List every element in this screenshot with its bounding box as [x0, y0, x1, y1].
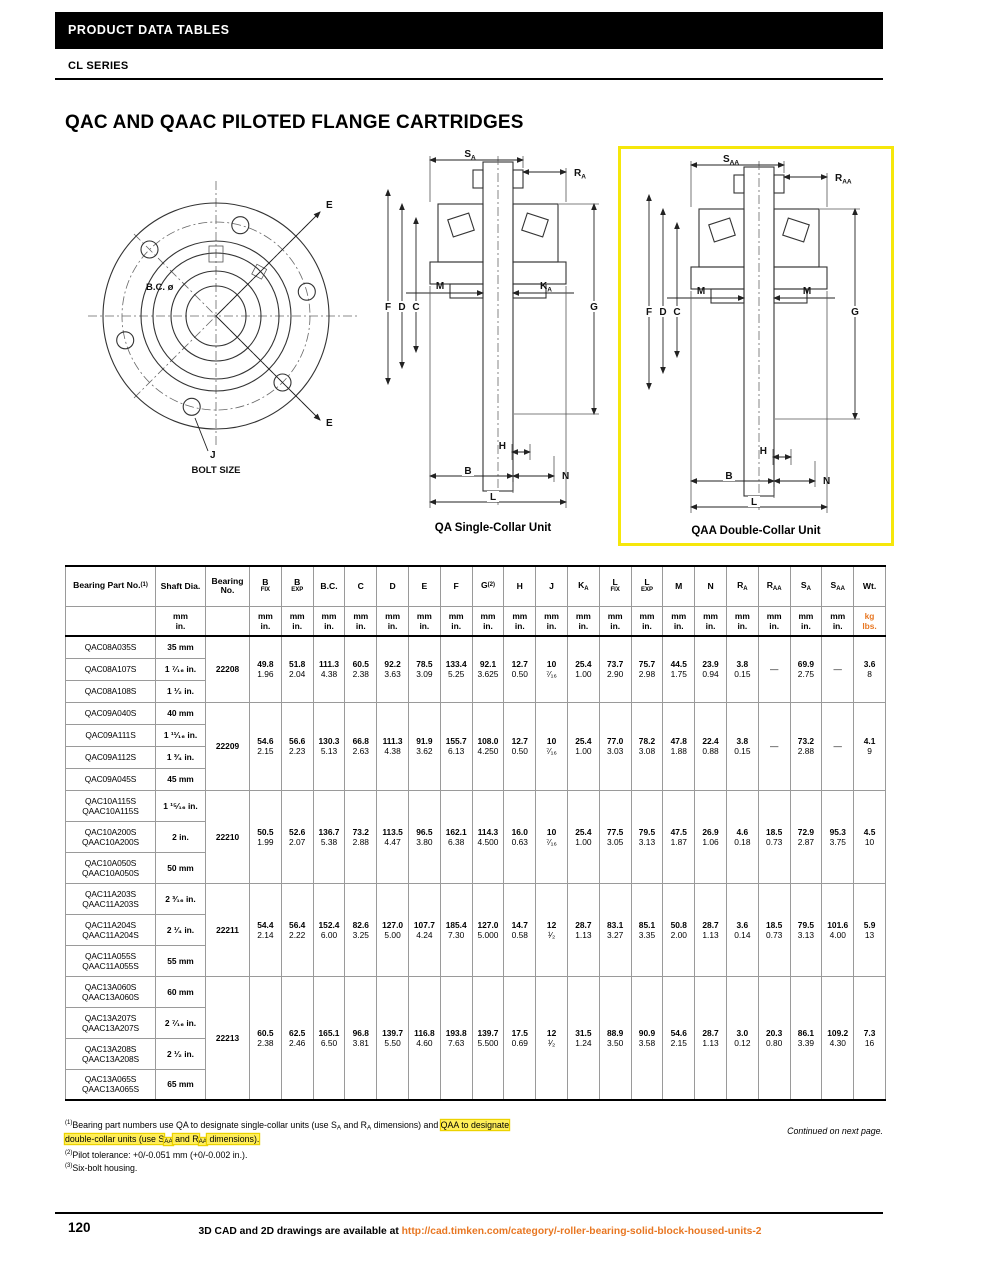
- value-cell-f: 185.4 7.30: [440, 883, 472, 976]
- units-b-exp: mm in.: [281, 606, 313, 636]
- shaft-dia-cell: 50 mm: [156, 852, 206, 883]
- col-header-ka: $K_A$: [567, 566, 599, 606]
- units-ra: mm in.: [726, 606, 758, 636]
- dim-label-n: N: [562, 471, 570, 482]
- shaft-dia-cell: 60 mm: [156, 976, 206, 1007]
- part-number-cell: QAC10A115S QAAC10A115S: [66, 790, 156, 821]
- value-cell-raa: 18.5 0.73: [758, 883, 790, 976]
- col-header-sa: $S_A$: [790, 566, 822, 606]
- footnote: $^{(1)}$Bearing part numbers use QA to designate single-collar units (use SA and RA dimensions) and QAA to designate double-collar units (use SAA and RAA dimensions).: [65, 1119, 510, 1146]
- continued-note: Continued on next page.: [787, 1126, 883, 1136]
- bearing-no-cell: 22208: [206, 636, 250, 702]
- value-cell-m: 54.6 2.15: [663, 976, 695, 1100]
- dim-label-saa: $S_{AA}$: [722, 154, 740, 167]
- value-cell-f: 193.8 7.63: [440, 976, 472, 1100]
- value-cell-f: 162.1 6.38: [440, 790, 472, 883]
- units-h: mm in.: [504, 606, 536, 636]
- shaft-dia-cell: 2 ¹⁄₄ in.: [156, 914, 206, 945]
- value-cell-n: 28.7 1.13: [695, 883, 727, 976]
- value-cell-b-exp: 51.8 2.04: [281, 636, 313, 702]
- col-header-bc: B.C.: [313, 566, 345, 606]
- value-cell-e: 78.5 3.09: [408, 636, 440, 702]
- col-header-wt: Wt.: [854, 566, 886, 606]
- qaa-section-diagram: [639, 151, 869, 523]
- value-cell-sa: 86.1 3.39: [790, 976, 822, 1100]
- units-n: mm in.: [695, 606, 727, 636]
- value-cell-ka: 31.5 1.24: [567, 976, 599, 1100]
- page-number: 120: [68, 1220, 91, 1235]
- dim-label-ra: $R_A$: [574, 168, 586, 181]
- value-cell-f: 133.4 5.25: [440, 636, 472, 702]
- qa-caption: QA Single-Collar Unit: [434, 522, 552, 534]
- col-header-b-exp: B EXP: [281, 566, 313, 606]
- value-cell-ka: 25.4 1.00: [567, 790, 599, 883]
- bearing-no-cell: 22213: [206, 976, 250, 1100]
- units-g: mm in.: [472, 606, 504, 636]
- dim-label-m1: M: [696, 286, 706, 297]
- part-number-cell: QAC13A208S QAAC13A208S: [66, 1038, 156, 1069]
- value-cell-l-exp: 79.5 3.13: [631, 790, 663, 883]
- units-part: [66, 606, 156, 636]
- value-cell-e: 116.8 4.60: [408, 976, 440, 1100]
- dim-label-d: D: [398, 302, 406, 313]
- value-cell-h: 17.5 0.69: [504, 976, 536, 1100]
- value-cell-sa: 72.9 2.87: [790, 790, 822, 883]
- qaa-highlight-box: [618, 146, 894, 546]
- value-cell-sa: 69.9 2.75: [790, 636, 822, 702]
- value-cell-saa: 95.3 3.75: [822, 790, 854, 883]
- part-number-cell: QAC11A055S QAAC11A055S: [66, 945, 156, 976]
- value-cell-saa: —: [822, 636, 854, 702]
- value-cell-wt: 4.5 10: [854, 790, 886, 883]
- value-cell-h: 12.7 0.50: [504, 636, 536, 702]
- value-cell-raa: —: [758, 636, 790, 702]
- value-cell-l-fix: 88.9 3.50: [599, 976, 631, 1100]
- value-cell-ka: 25.4 1.00: [567, 702, 599, 790]
- value-cell-ka: 25.4 1.00: [567, 636, 599, 702]
- dim-label-h: H: [498, 441, 506, 452]
- banner-title: PRODUCT DATA TABLES: [68, 23, 230, 37]
- value-cell-e: 96.5 3.80: [408, 790, 440, 883]
- dim-label-d: D: [659, 307, 667, 318]
- dim-label-b: B: [464, 466, 472, 477]
- value-cell-j: 10 ⁷⁄₁₆: [536, 790, 568, 883]
- value-cell-l-fix: 83.1 3.27: [599, 883, 631, 976]
- part-number-cell: QAC08A107S: [66, 658, 156, 680]
- value-cell-bc: 165.1 6.50: [313, 976, 345, 1100]
- value-cell-saa: 109.2 4.30: [822, 976, 854, 1100]
- value-cell-m: 50.8 2.00: [663, 883, 695, 976]
- units-d: mm in.: [377, 606, 409, 636]
- dim-label-b: B: [725, 471, 733, 482]
- bearing-no-cell: 22210: [206, 790, 250, 883]
- shaft-dia-cell: 1 ¹⁵⁄₁₆ in.: [156, 790, 206, 821]
- value-cell-raa: 18.5 0.73: [758, 790, 790, 883]
- shaft-dia-cell: 1 ¹⁄₂ in.: [156, 680, 206, 702]
- value-cell-d: 127.0 5.00: [377, 883, 409, 976]
- col-header-ra: $R_A$: [726, 566, 758, 606]
- value-cell-c: 66.8 2.63: [345, 702, 377, 790]
- value-cell-bc: 136.7 5.38: [313, 790, 345, 883]
- value-cell-n: 23.9 0.94: [695, 636, 727, 702]
- value-cell-m: 44.5 1.75: [663, 636, 695, 702]
- value-cell-h: 12.7 0.50: [504, 702, 536, 790]
- dim-label-m2: M: [802, 286, 812, 297]
- value-cell-b-fix: 60.5 2.38: [250, 976, 282, 1100]
- units-f: mm in.: [440, 606, 472, 636]
- value-cell-saa: 101.6 4.00: [822, 883, 854, 976]
- value-cell-b-fix: 49.8 1.96: [250, 636, 282, 702]
- shaft-dia-cell: 1 ⁷⁄₁₆ in.: [156, 658, 206, 680]
- col-header-l-exp: L EXP: [631, 566, 663, 606]
- page-title: QAC AND QAAC PILOTED FLANGE CARTRIDGES: [65, 112, 524, 133]
- front-view-diagram: [68, 146, 370, 496]
- value-cell-b-fix: 54.4 2.14: [250, 883, 282, 976]
- shaft-dia-cell: 55 mm: [156, 945, 206, 976]
- value-cell-ra: 4.6 0.18: [726, 790, 758, 883]
- value-cell-b-exp: 52.6 2.07: [281, 790, 313, 883]
- value-cell-l-fix: 73.7 2.90: [599, 636, 631, 702]
- value-cell-sa: 73.2 2.88: [790, 702, 822, 790]
- value-cell-j: 10 ⁷⁄₁₆: [536, 702, 568, 790]
- shaft-dia-cell: 35 mm: [156, 636, 206, 658]
- part-number-cell: QAC09A045S: [66, 768, 156, 790]
- footnote: $^{(3)}$Six-bolt housing.: [65, 1163, 138, 1174]
- footnote: $^{(2)}$Pilot tolerance: +0/-0.051 mm (+0/-0.002 in.).: [65, 1149, 248, 1160]
- col-header-b-fix: B FIX: [250, 566, 282, 606]
- part-number-cell: QAC08A108S: [66, 680, 156, 702]
- units-e: mm in.: [408, 606, 440, 636]
- bolt-circle-label: B.C. ø: [146, 282, 174, 293]
- units-l-exp: mm in.: [631, 606, 663, 636]
- product-data-table: [65, 565, 886, 1101]
- value-cell-n: 26.9 1.06: [695, 790, 727, 883]
- qaa-caption: QAA Double-Collar Unit: [691, 525, 821, 537]
- units-ka: mm in.: [567, 606, 599, 636]
- col-header-saa: $S_{AA}$: [822, 566, 854, 606]
- dim-label-f: F: [384, 302, 392, 313]
- value-cell-wt: 7.3 16: [854, 976, 886, 1100]
- value-cell-ra: 3.8 0.15: [726, 702, 758, 790]
- value-cell-g: 127.0 5.000: [472, 883, 504, 976]
- banner: [55, 12, 883, 49]
- footnotes: [65, 1118, 685, 1175]
- dim-label-raa: $R_{AA}$: [835, 173, 852, 186]
- part-number-cell: QAC09A040S: [66, 702, 156, 724]
- value-cell-j: 10 ⁷⁄₁₆: [536, 636, 568, 702]
- value-cell-d: 139.7 5.50: [377, 976, 409, 1100]
- bearing-no-cell: 22211: [206, 883, 250, 976]
- value-cell-ra: 3.8 0.15: [726, 636, 758, 702]
- part-number-cell: QAC13A060S QAAC13A060S: [66, 976, 156, 1007]
- value-cell-l-exp: 78.2 3.08: [631, 702, 663, 790]
- value-cell-f: 155.7 6.13: [440, 702, 472, 790]
- col-header-j: J: [536, 566, 568, 606]
- shaft-dia-cell: 45 mm: [156, 768, 206, 790]
- shaft-dia-cell: 1 ¹¹⁄₁₆ in.: [156, 724, 206, 746]
- value-cell-g: 92.1 3.625: [472, 636, 504, 702]
- dim-label-g: G: [590, 302, 598, 313]
- dim-label-ka: $K_A$: [540, 281, 552, 294]
- value-cell-raa: —: [758, 702, 790, 790]
- shaft-dia-cell: 2 ³⁄₁₆ in.: [156, 883, 206, 914]
- value-cell-e: 107.7 4.24: [408, 883, 440, 976]
- footer-note: [120, 1226, 840, 1237]
- series-label: CL SERIES: [68, 60, 129, 72]
- value-cell-wt: 3.6 8: [854, 636, 886, 702]
- col-header-d: D: [377, 566, 409, 606]
- part-number-cell: QAC13A207S QAAC13A207S: [66, 1007, 156, 1038]
- units-raa: mm in.: [758, 606, 790, 636]
- value-cell-j: 12 ¹⁄₂: [536, 976, 568, 1100]
- dim-label-h: H: [759, 446, 767, 457]
- dim-label-l: L: [750, 497, 758, 508]
- value-cell-raa: 20.3 0.80: [758, 976, 790, 1100]
- part-number-cell: QAC09A111S: [66, 724, 156, 746]
- units-j: mm in.: [536, 606, 568, 636]
- value-cell-c: 73.2 2.88: [345, 790, 377, 883]
- dim-label-m: M: [435, 281, 445, 292]
- bearing-no-cell: 22209: [206, 702, 250, 790]
- units-c: mm in.: [345, 606, 377, 636]
- part-number-cell: QAC09A112S: [66, 746, 156, 768]
- part-number-cell: QAC11A204S QAAC11A204S: [66, 914, 156, 945]
- value-cell-d: 113.5 4.47: [377, 790, 409, 883]
- col-header-n: N: [695, 566, 727, 606]
- shaft-dia-cell: 65 mm: [156, 1069, 206, 1100]
- units-bc: mm in.: [313, 606, 345, 636]
- part-number-cell: QAC13A065S QAAC13A065S: [66, 1069, 156, 1100]
- units-shaft: mm in.: [156, 606, 206, 636]
- part-number-cell: QAC11A203S QAAC11A203S: [66, 883, 156, 914]
- units-brg: [206, 606, 250, 636]
- dim-label-f: F: [645, 307, 653, 318]
- value-cell-j: 12 ¹⁄₂: [536, 883, 568, 976]
- value-cell-b-exp: 56.4 2.22: [281, 883, 313, 976]
- col-header-raa: $R_{AA}$: [758, 566, 790, 606]
- value-cell-c: 82.6 3.25: [345, 883, 377, 976]
- value-cell-c: 60.5 2.38: [345, 636, 377, 702]
- value-cell-c: 96.8 3.81: [345, 976, 377, 1100]
- footer-text: 3D CAD and 2D drawings are available at: [198, 1226, 402, 1237]
- col-header-l-fix: L FIX: [599, 566, 631, 606]
- dim-label-l: L: [489, 492, 497, 503]
- value-cell-d: 111.3 4.38: [377, 702, 409, 790]
- value-cell-l-fix: 77.0 3.03: [599, 702, 631, 790]
- dim-label-n: N: [823, 476, 831, 487]
- part-number-cell: QAC10A200S QAAC10A200S: [66, 821, 156, 852]
- value-cell-g: 114.3 4.500: [472, 790, 504, 883]
- value-cell-wt: 4.1 9: [854, 702, 886, 790]
- value-cell-h: 14.7 0.58: [504, 883, 536, 976]
- value-cell-d: 92.2 3.63: [377, 636, 409, 702]
- col-header-m: M: [663, 566, 695, 606]
- units-b-fix: mm in.: [250, 606, 282, 636]
- value-cell-l-fix: 77.5 3.05: [599, 790, 631, 883]
- dim-label-e-bottom: E: [326, 418, 333, 429]
- value-cell-sa: 79.5 3.13: [790, 883, 822, 976]
- value-cell-b-exp: 62.5 2.46: [281, 976, 313, 1100]
- shaft-dia-cell: 1 ³⁄₄ in.: [156, 746, 206, 768]
- value-cell-n: 22.4 0.88: [695, 702, 727, 790]
- col-header-f: F: [440, 566, 472, 606]
- value-cell-g: 139.7 5.500: [472, 976, 504, 1100]
- dim-label-sa: $S_A$: [464, 149, 476, 162]
- value-cell-l-exp: 75.7 2.98: [631, 636, 663, 702]
- value-cell-b-fix: 50.5 1.99: [250, 790, 282, 883]
- dim-label-g: G: [851, 307, 859, 318]
- bolt-size-label: BOLT SIZE: [191, 465, 241, 476]
- shaft-dia-cell: 2 ⁷⁄₁₆ in.: [156, 1007, 206, 1038]
- col-header-brg: Bearing No.: [206, 566, 250, 606]
- value-cell-ka: 28.7 1.13: [567, 883, 599, 976]
- dim-label-c: C: [412, 302, 420, 313]
- footer-url[interactable]: http://cad.timken.com/category/-roller-bearing-solid-block-housed-units-2: [401, 1226, 762, 1237]
- value-cell-h: 16.0 0.63: [504, 790, 536, 883]
- value-cell-wt: 5.9 13: [854, 883, 886, 976]
- diagram-area: [0, 146, 1000, 550]
- value-cell-n: 28.7 1.13: [695, 976, 727, 1100]
- value-cell-b-fix: 54.6 2.15: [250, 702, 282, 790]
- series-row: [55, 53, 883, 80]
- units-l-fix: mm in.: [599, 606, 631, 636]
- value-cell-m: 47.5 1.87: [663, 790, 695, 883]
- value-cell-ra: 3.0 0.12: [726, 976, 758, 1100]
- col-header-part: Bearing Part No.$^{(1)}$: [66, 566, 156, 606]
- col-header-c: C: [345, 566, 377, 606]
- col-header-g: $G^{(2)}$: [472, 566, 504, 606]
- value-cell-m: 47.8 1.88: [663, 702, 695, 790]
- col-header-shaft: Shaft Dia.: [156, 566, 206, 606]
- value-cell-b-exp: 56.6 2.23: [281, 702, 313, 790]
- units-m: mm in.: [663, 606, 695, 636]
- value-cell-g: 108.0 4.250: [472, 702, 504, 790]
- shaft-dia-cell: 40 mm: [156, 702, 206, 724]
- units-wt: kg lbs.: [854, 606, 886, 636]
- value-cell-bc: 111.3 4.38: [313, 636, 345, 702]
- dim-label-e-top: E: [326, 200, 333, 211]
- value-cell-bc: 130.3 5.13: [313, 702, 345, 790]
- col-header-e: E: [408, 566, 440, 606]
- value-cell-ra: 3.6 0.14: [726, 883, 758, 976]
- units-sa: mm in.: [790, 606, 822, 636]
- value-cell-saa: —: [822, 702, 854, 790]
- qa-section-diagram: [378, 146, 608, 518]
- shaft-dia-cell: 2 ¹⁄₂ in.: [156, 1038, 206, 1069]
- col-header-h: H: [504, 566, 536, 606]
- footer-rule: [55, 1212, 883, 1214]
- part-number-cell: QAC08A035S: [66, 636, 156, 658]
- value-cell-l-exp: 85.1 3.35: [631, 883, 663, 976]
- value-cell-e: 91.9 3.62: [408, 702, 440, 790]
- units-saa: mm in.: [822, 606, 854, 636]
- value-cell-l-exp: 90.9 3.58: [631, 976, 663, 1100]
- shaft-dia-cell: 2 in.: [156, 821, 206, 852]
- dim-label-j: J: [210, 450, 216, 461]
- value-cell-bc: 152.4 6.00: [313, 883, 345, 976]
- dim-label-c: C: [673, 307, 681, 318]
- part-number-cell: QAC10A050S QAAC10A050S: [66, 852, 156, 883]
